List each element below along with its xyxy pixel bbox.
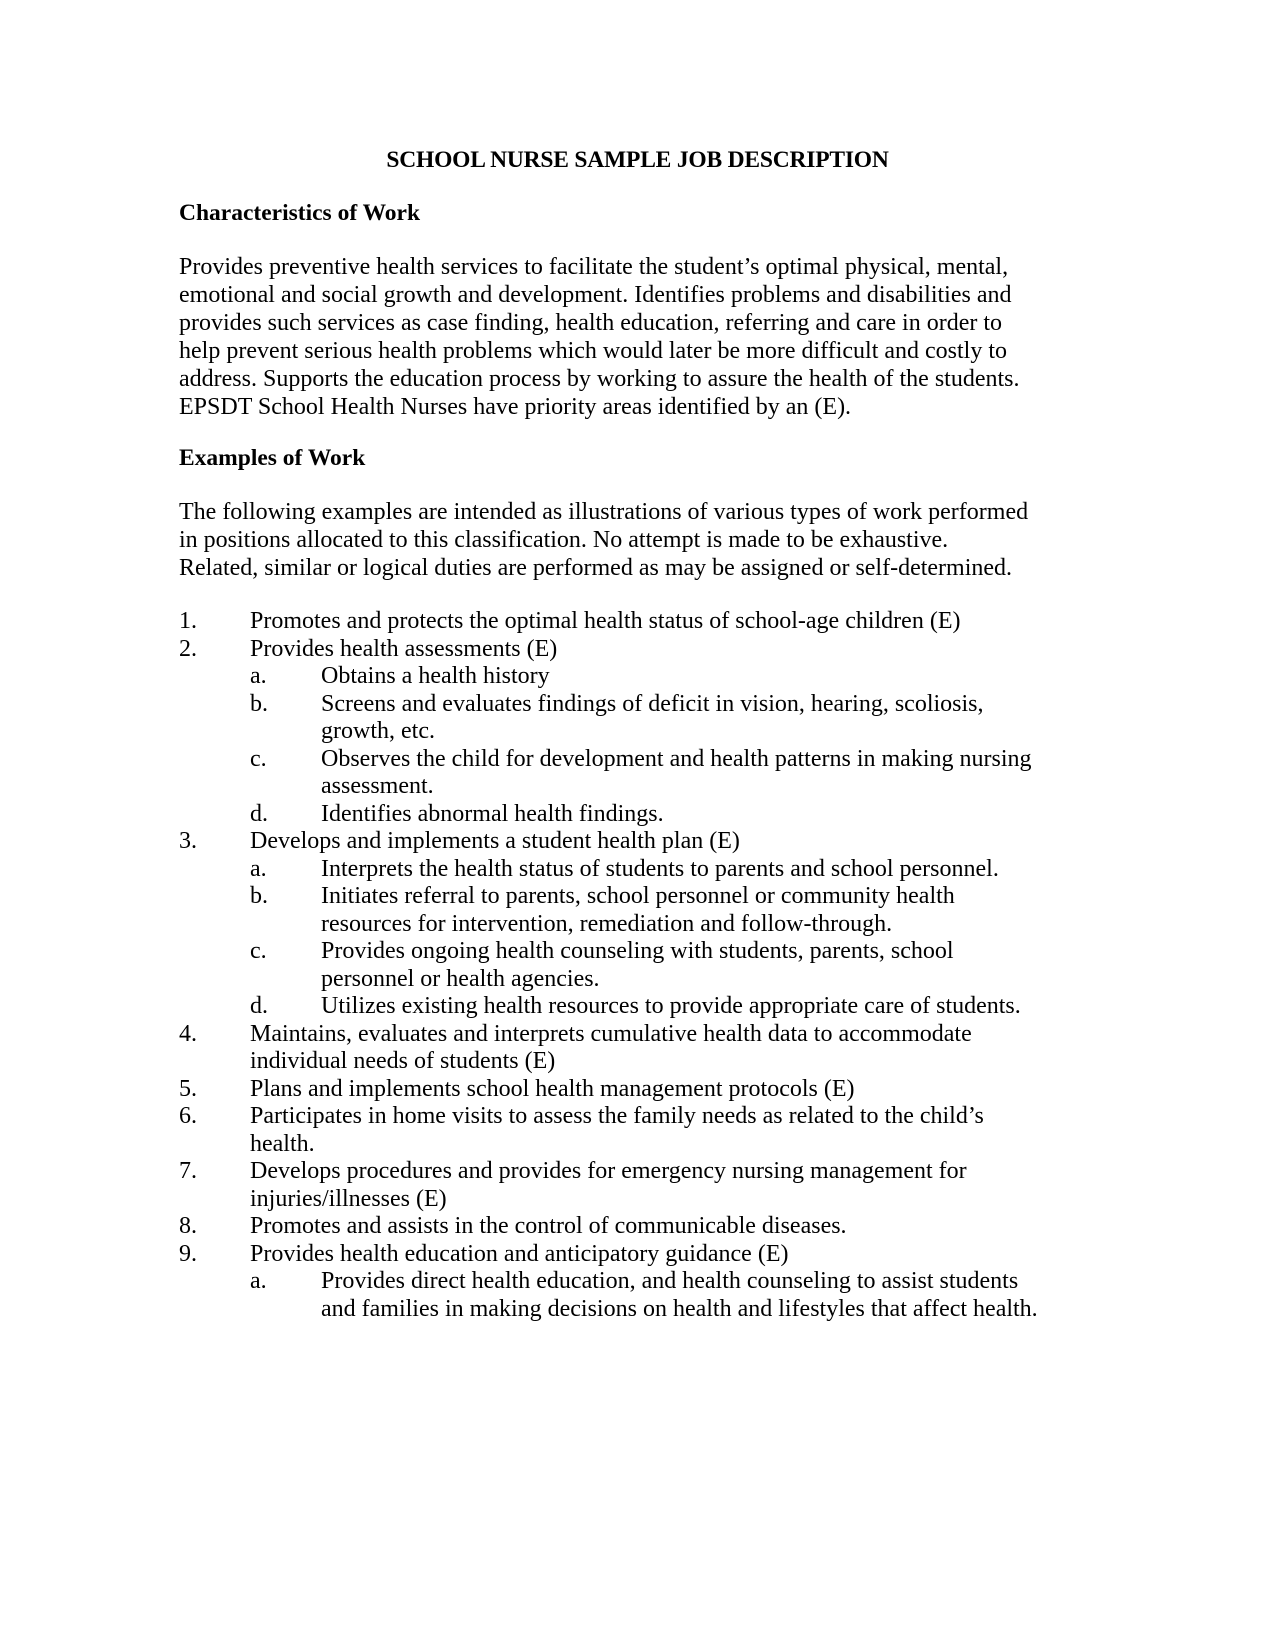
list-item [179, 1130, 1079, 1158]
list-item [179, 1185, 1079, 1213]
paragraph-line: address. Supports the education process by working to assure the health of the students. [179, 366, 1020, 392]
list-item [179, 607, 1079, 635]
list-marker: 3. [179, 828, 197, 854]
list-item [179, 1020, 1079, 1048]
list-marker: 5. [179, 1075, 197, 1102]
list-item-text: growth, etc. [321, 718, 435, 744]
section-heading-characteristics: Characteristics of Work [179, 200, 421, 226]
list-item-text: Develops and implements a student health plan (E) [250, 828, 740, 854]
list-item-text: Promotes and protects the optimal health status of school-age children (E) [250, 608, 961, 634]
list-marker: a. [250, 663, 267, 689]
paragraph-line: help prevent serious health problems which would later be more difficult and costly to [179, 338, 1008, 364]
list-item [179, 1102, 1079, 1130]
list-item-text: Plans and implements school health management protocols (E) [250, 1075, 855, 1102]
list-item-text: Provides health assessments (E) [250, 635, 558, 662]
sub-list-item [179, 690, 1079, 718]
sub-list-item [179, 855, 1079, 883]
list-item [179, 1240, 1079, 1268]
sub-list-item [179, 745, 1079, 773]
sub-list-item [179, 1295, 1079, 1323]
sub-list-item [179, 772, 1079, 800]
list-marker: 7. [179, 1158, 197, 1184]
list-item [179, 1047, 1079, 1075]
list-item-text: personnel or health agencies. [321, 965, 600, 992]
list-marker: a. [250, 1268, 267, 1294]
list-item [179, 827, 1079, 855]
list-item-text: Utilizes existing health resources to provide appropriate care of students. [321, 993, 1021, 1019]
list-marker: d. [250, 800, 268, 827]
list-marker: 1. [179, 608, 197, 634]
sub-list-item [179, 717, 1079, 745]
list-item-text: Screens and evaluates findings of deficit in vision, hearing, scoliosis, [321, 690, 984, 717]
list-item-text: individual needs of students (E) [250, 1048, 556, 1074]
list-item [179, 635, 1079, 663]
sub-list-item [179, 937, 1079, 965]
list-item-text: Maintains, evaluates and interprets cumulative health data to accommodate [250, 1020, 972, 1047]
list-item-text: health. [250, 1130, 315, 1157]
list-item-text: Develops procedures and provides for emergency nursing management for [250, 1158, 967, 1184]
list-marker: a. [250, 855, 267, 882]
list-item-text: Obtains a health history [321, 663, 550, 689]
paragraph-line: in positions allocated to this classification. No attempt is made to be exhaustive. [179, 527, 949, 553]
list-marker: 2. [179, 635, 197, 662]
list-marker: 8. [179, 1213, 197, 1239]
sub-list-item [179, 882, 1079, 910]
list-marker: c. [250, 745, 267, 772]
sub-list-item [179, 910, 1079, 938]
paragraph-line: Provides preventive health services to facilitate the student’s optimal physical, mental, [179, 254, 1009, 280]
list-item-text: Identifies abnormal health findings. [321, 800, 664, 827]
sub-list-item [179, 1267, 1079, 1295]
list-item-text: Provides ongoing health counseling with students, parents, school [321, 938, 954, 964]
paragraph-line: emotional and social growth and development. Identifies problems and disabilities and [179, 282, 1012, 308]
sub-list-item [179, 992, 1079, 1020]
paragraph-line: EPSDT School Health Nurses have priority areas identified by an (E). [179, 394, 852, 420]
list-item-text: Provides health education and anticipatory guidance (E) [250, 1240, 789, 1267]
list-item-text: and families in making decisions on health and lifestyles that affect health. [321, 1295, 1038, 1322]
sub-list-item [179, 965, 1079, 993]
list-item-text: Provides direct health education, and health counseling to assist students [321, 1268, 1019, 1294]
list-marker: b. [250, 883, 268, 909]
list-item-text: Initiates referral to parents, school personnel or community health [321, 883, 955, 909]
list-marker: b. [250, 690, 268, 717]
list-item-text: Promotes and assists in the control of communicable diseases. [250, 1213, 847, 1239]
document-title: SCHOOL NURSE SAMPLE JOB DESCRIPTION [386, 147, 889, 173]
list-item [179, 1075, 1079, 1103]
list-marker: 4. [179, 1020, 197, 1047]
list-item-text: Observes the child for development and health patterns in making nursing [321, 745, 1032, 772]
list-marker: c. [250, 938, 267, 964]
paragraph-line: The following examples are intended as illustrations of various types of work performed [179, 499, 1029, 525]
sub-list-item [179, 800, 1079, 828]
examples-intro-paragraph [179, 498, 1059, 582]
examples-list [179, 607, 1079, 1322]
list-item-text: assessment. [321, 773, 434, 799]
list-item-text: injuries/illnesses (E) [250, 1185, 447, 1212]
list-item-text: Participates in home visits to assess the family needs as related to the child’s [250, 1103, 984, 1129]
list-item-text: resources for intervention, remediation and follow-through. [321, 910, 893, 937]
paragraph-line: provides such services as case finding, health education, referring and care in order to [179, 310, 1003, 336]
list-marker: d. [250, 993, 268, 1019]
sub-list-item [179, 662, 1079, 690]
list-marker: 9. [179, 1240, 197, 1267]
list-marker: 6. [179, 1103, 197, 1129]
characteristics-paragraph [179, 253, 1059, 421]
section-heading-examples: Examples of Work [179, 445, 366, 471]
list-item-text: Interprets the health status of students to parents and school personnel. [321, 855, 999, 882]
paragraph-line: Related, similar or logical duties are performed as may be assigned or self-determined. [179, 555, 1013, 581]
list-item [179, 1157, 1079, 1185]
list-item [179, 1212, 1079, 1240]
